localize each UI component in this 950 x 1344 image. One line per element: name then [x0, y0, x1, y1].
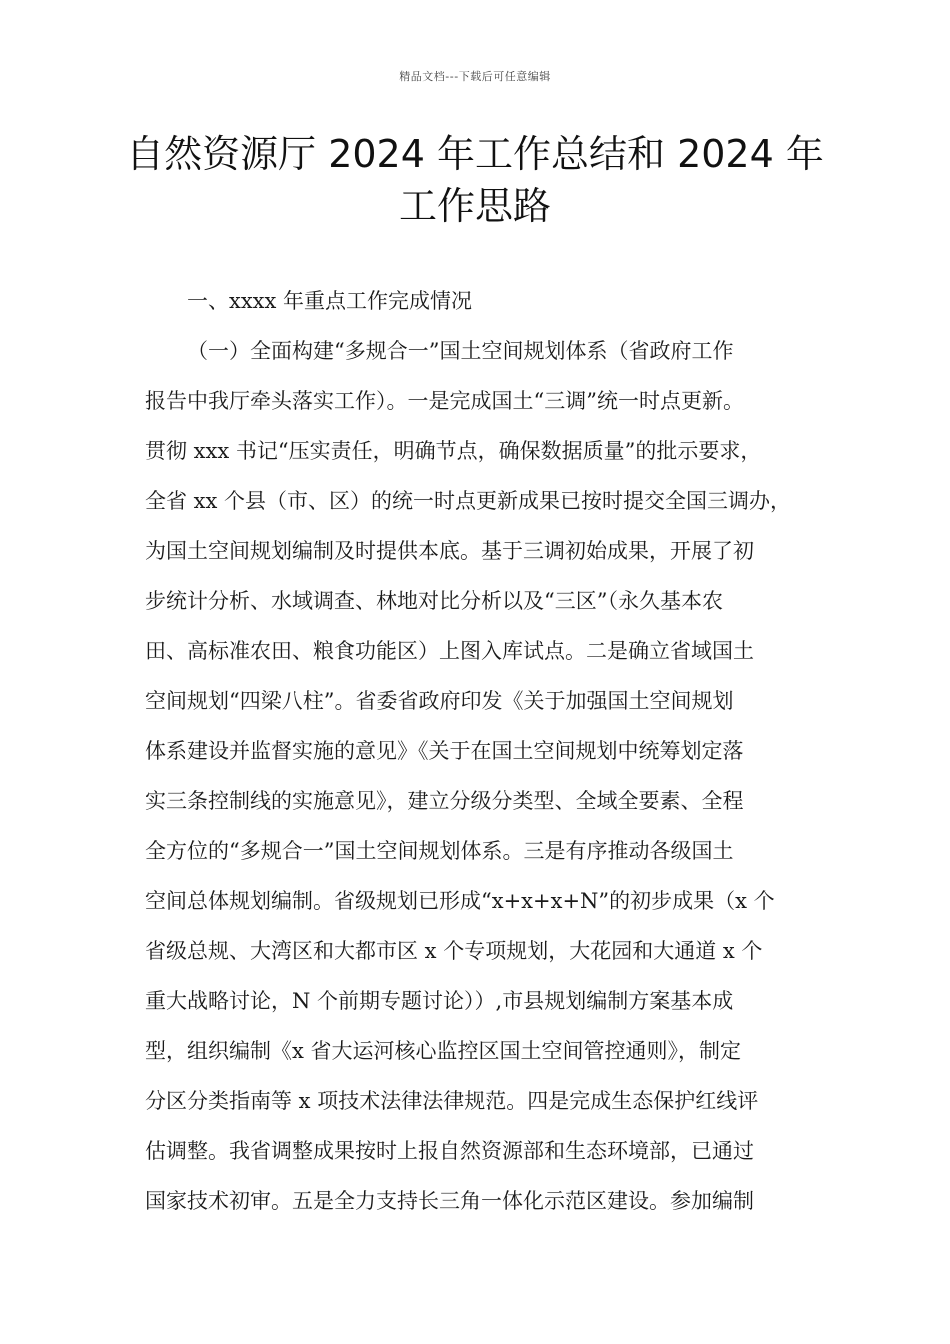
paragraph-line: 步统计分析、水域调查、林地对比分析以及“三区”（永久基本农	[145, 589, 723, 613]
paragraph-line: 为国土空间规划编制及时提供本底。基于三调初始成果，开展了初	[145, 539, 754, 563]
title-line-2: 工作思路	[398, 184, 551, 228]
paragraph-line: 田、高标准农田、粮食功能区）上图入库试点。二是确立省域国土	[145, 639, 754, 663]
header-note: 精品文档---下载后可任意编辑	[399, 70, 551, 83]
paragraph-line: 报告中我厅牵头落实工作）。一是完成国土“三调”统一时点更新。	[145, 389, 744, 413]
paragraph-line: 省级总规、大湾区和大都市区 x 个专项规划，大花园和大通道 x 个	[145, 939, 763, 963]
body-paragraph	[145, 336, 810, 1236]
paragraph-line: 空间规划“四梁八柱”。省委省政府印发《关于加强国土空间规划	[145, 689, 734, 713]
paragraph-line: 分区分类指南等 x 项技术法律法律规范。四是完成生态保护红线评	[145, 1089, 759, 1113]
paragraph-line: 型，组织编制《x 省大运河核心监控区国土空间管控通则》，制定	[145, 1039, 742, 1063]
paragraph-line: 重大战略讨论，N 个前期专题讨论））,市县规划编制方案基本成	[145, 989, 734, 1013]
paragraph-line: 全省 xx 个县（市、区）的统一时点更新成果已按时提交全国三调办，	[145, 489, 792, 513]
title-line-1: 自然资源厅 2024 年工作总结和 2024 年	[126, 132, 824, 176]
paragraph-line: 国家技术初审。五是全力支持长三角一体化示范区建设。参加编制	[145, 1189, 754, 1213]
paragraph-line: 体系建设并监督实施的意见》《关于在国土空间规划中统筹划定落	[145, 739, 744, 763]
paragraph-line: 估调整。我省调整成果按时上报自然资源部和生态环境部，已通过	[145, 1139, 754, 1163]
paragraph-line: 实三条控制线的实施意见》，建立分级分类型、全域全要素、全程	[145, 789, 744, 813]
section-heading: 一、xxxx 年重点工作完成情况	[187, 289, 473, 313]
paragraph-line: 空间总体规划编制。省级规划已形成“x+x+x+N”的初步成果（x 个	[145, 889, 775, 913]
paragraph-line: 贯彻 xxx 书记“压实责任，明确节点，确保数据质量”的批示要求，	[145, 439, 762, 463]
paragraph-line: （一）全面构建“多规合一”国土空间规划体系（省政府工作	[187, 339, 734, 363]
document-title	[100, 128, 850, 232]
paragraph-line: 全方位的“多规合一”国土空间规划体系。三是有序推动各级国土	[145, 839, 734, 863]
